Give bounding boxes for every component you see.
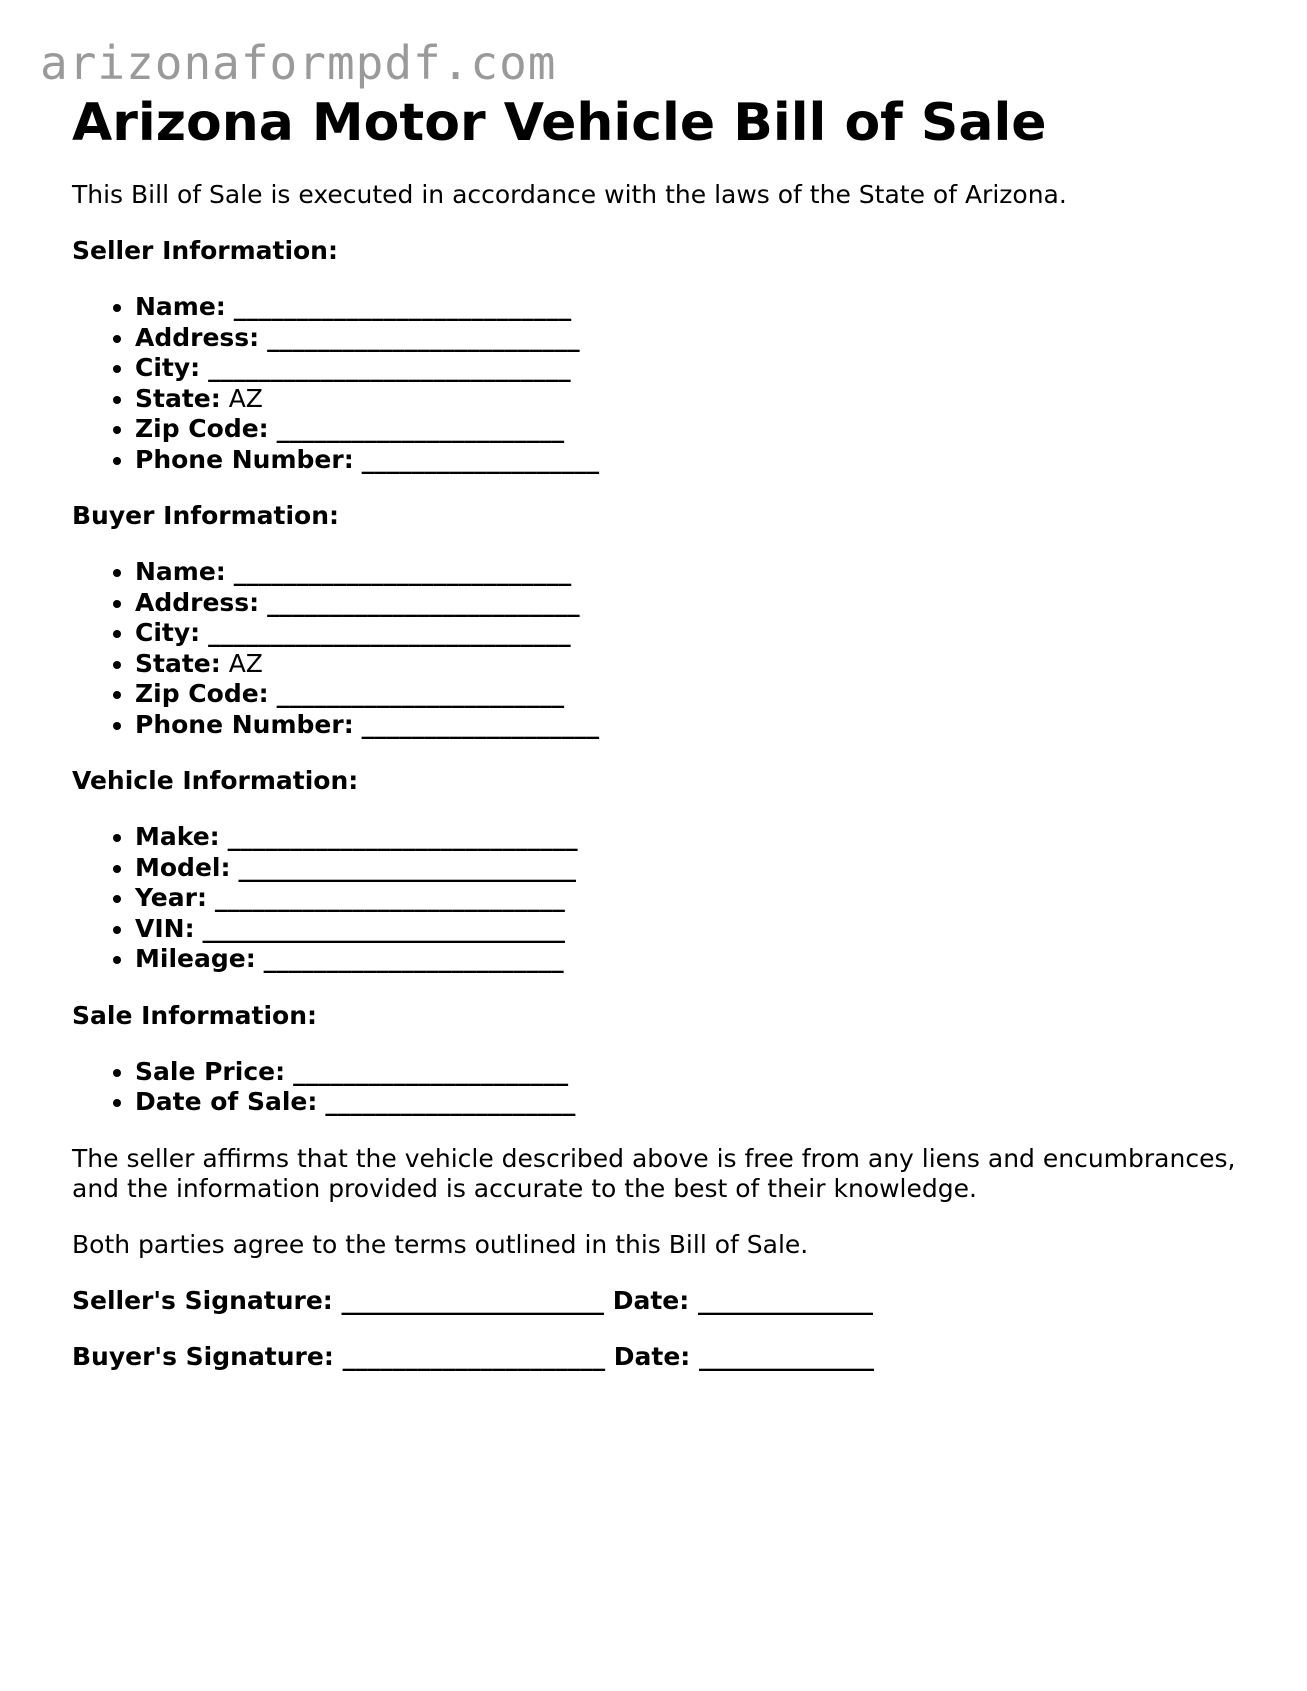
field-label: VIN: [135, 913, 195, 943]
vehicle-year-field[interactable]: ____________________________ [214, 883, 565, 912]
vehicle-vin-item [135, 914, 1252, 945]
field-label: Address: [135, 322, 260, 352]
field-label: Address: [135, 587, 260, 617]
buyer-state-item [135, 649, 1252, 680]
field-label: State: [135, 383, 221, 413]
seller-date-label: Date: [612, 1285, 690, 1315]
buyer-signature-field[interactable]: _____________________ [342, 1341, 606, 1371]
vehicle-model-item [135, 853, 1252, 884]
buyer-name-field[interactable]: ___________________________ [233, 557, 572, 586]
field-label: Sale Price: [135, 1056, 286, 1086]
seller-city-item [135, 353, 1252, 384]
field-label: City: [135, 618, 201, 647]
seller-state-item [135, 384, 1252, 415]
buyer-heading: Buyer Information: [72, 501, 340, 530]
seller-signature-field[interactable]: _____________________ [341, 1285, 605, 1315]
vehicle-vin-field[interactable]: _____________________________ [202, 913, 566, 943]
agreement-text: Both parties agree to the terms outlined in this Bill of Sale. [72, 1229, 809, 1259]
seller-date-field[interactable]: ______________ [697, 1285, 873, 1315]
seller-name-field[interactable]: ___________________________ [233, 292, 572, 321]
vehicle-year-item [135, 883, 1252, 914]
buyer-signature-label: Buyer's Signature: [72, 1341, 334, 1371]
buyer-phone-item [135, 710, 1252, 741]
buyer-zip-field[interactable]: _______________________ [276, 679, 565, 708]
buyer-date-label: Date: [613, 1341, 691, 1371]
field-label: Name: [135, 292, 226, 321]
buyer-name-item [135, 557, 1252, 588]
field-label: Zip Code: [135, 679, 269, 708]
sale-heading: Sale Information: [72, 1000, 317, 1030]
seller-phone-item [135, 445, 1252, 476]
seller-state-value: AZ [228, 383, 263, 413]
buyer-date-field[interactable]: ______________ [699, 1341, 875, 1371]
intro-text: This Bill of Sale is executed in accordance with the laws of the State of Arizona. [72, 180, 1067, 209]
document-body [72, 92, 1252, 1372]
affirmation-text: The seller affirms that the vehicle described above is free from any liens and encumbrances, and the information provided is accurate to the best of their knowledge. [72, 1143, 1236, 1203]
field-label: Year: [135, 883, 207, 912]
field-label: Mileage: [135, 944, 256, 973]
field-label: Phone Number: [135, 444, 354, 474]
field-label: Model: [135, 852, 231, 882]
buyer-list [72, 557, 1252, 740]
field-label: State: [135, 648, 221, 678]
seller-signature-label: Seller's Signature: [72, 1285, 333, 1315]
field-label: Make: [135, 822, 220, 851]
field-label: City: [135, 353, 201, 382]
seller-phone-field[interactable]: ___________________ [361, 444, 600, 474]
seller-name-item [135, 292, 1252, 323]
seller-heading: Seller Information: [72, 236, 338, 265]
vehicle-heading: Vehicle Information: [72, 766, 359, 795]
buyer-city-item [135, 618, 1252, 649]
vehicle-mileage-field[interactable]: ________________________ [263, 944, 564, 973]
watermark: arizonaformpdf.com [40, 36, 557, 90]
seller-signature-line [72, 1286, 1252, 1316]
vehicle-mileage-item [135, 944, 1252, 975]
field-label: Date of Sale: [135, 1087, 318, 1116]
field-label: Phone Number: [135, 709, 354, 739]
vehicle-make-field[interactable]: ____________________________ [227, 822, 578, 851]
seller-address-item [135, 323, 1252, 354]
sale-date-field[interactable]: ____________________ [325, 1087, 576, 1116]
page-title: Arizona Motor Vehicle Bill of Sale [72, 93, 1047, 153]
buyer-city-field[interactable]: _____________________________ [208, 618, 571, 647]
field-label: Zip Code: [135, 414, 269, 443]
vehicle-list [72, 822, 1252, 975]
seller-zip-field[interactable]: _______________________ [276, 414, 565, 443]
seller-zip-item [135, 414, 1252, 445]
sale-date-item [135, 1087, 1252, 1118]
seller-city-field[interactable]: _____________________________ [208, 353, 571, 382]
field-label: Name: [135, 557, 226, 586]
vehicle-make-item [135, 822, 1252, 853]
vehicle-model-field[interactable]: ___________________________ [238, 852, 576, 882]
sale-price-item [135, 1057, 1252, 1088]
seller-address-field[interactable]: _________________________ [267, 322, 580, 352]
buyer-state-value: AZ [228, 648, 263, 678]
buyer-signature-line [72, 1342, 1252, 1372]
seller-list [72, 292, 1252, 475]
sale-price-field[interactable]: ______________________ [293, 1056, 569, 1086]
buyer-phone-field[interactable]: ___________________ [361, 709, 600, 739]
buyer-address-item [135, 588, 1252, 619]
buyer-zip-item [135, 679, 1252, 710]
sale-list [72, 1057, 1252, 1118]
buyer-address-field[interactable]: _________________________ [267, 587, 580, 617]
